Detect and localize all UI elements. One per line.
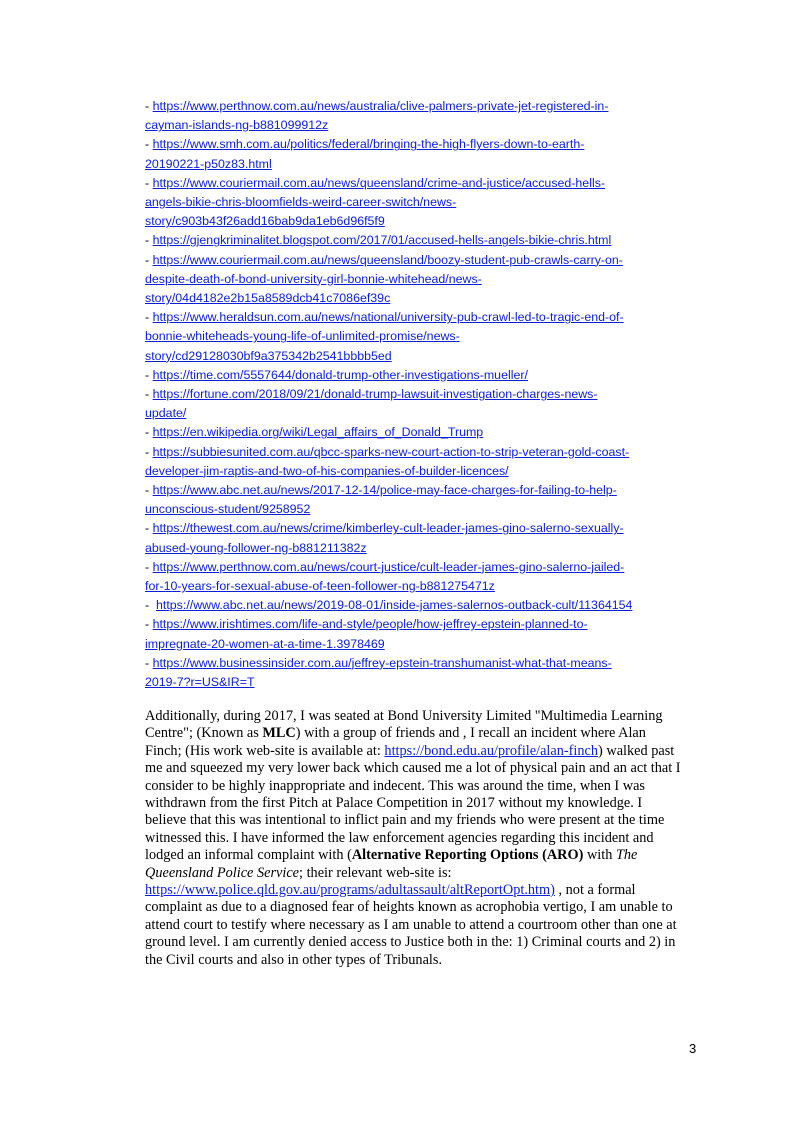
reference-link[interactable]: https://time.com/5557644/donald-trump-other-investigations-mueller/ xyxy=(152,367,528,382)
list-dash: - xyxy=(145,137,153,152)
reference-link[interactable]: https://www.couriermail.com.au/news/queensland/crime-and-justice/accused-hells- xyxy=(152,175,606,190)
alan-finch-profile-link[interactable]: https://bond.edu.au/profile/alan-finch xyxy=(384,742,599,759)
reference-link[interactable]: https://www.businessinsider.com.au/jeffrey-epstein-transhumanist-what-that-means- xyxy=(152,655,612,670)
list-dash: - xyxy=(145,598,157,613)
paragraph-line: me and squeezed my very lower back which caused me a lot of physical pain and an act that I xyxy=(145,760,681,777)
reference-link-line xyxy=(145,443,705,462)
reference-link-item xyxy=(145,231,705,250)
reference-link-line xyxy=(145,673,705,692)
list-dash: - xyxy=(145,175,153,190)
reference-link[interactable]: impregnate-20-women-at-a-time-1.3978469 xyxy=(145,636,385,651)
reference-link-line xyxy=(145,327,705,346)
paragraph-line xyxy=(145,743,705,760)
reference-link[interactable]: story/04d4182e2b15a8589dcb41c7086ef39c xyxy=(145,291,391,306)
list-dash: - xyxy=(145,655,153,670)
list-dash: - xyxy=(145,99,153,113)
reference-link-line xyxy=(145,270,705,289)
reference-link[interactable]: cayman-islands-ng-b881099912z xyxy=(145,118,329,133)
reference-link-item xyxy=(145,308,705,366)
paragraph-line xyxy=(145,865,705,882)
reference-link-item xyxy=(145,135,705,173)
reference-link-item xyxy=(145,654,705,692)
reference-link-item xyxy=(145,558,705,596)
list-dash: - xyxy=(145,425,153,440)
list-dash: - xyxy=(145,367,153,382)
reference-link-item xyxy=(145,251,705,309)
paragraph-text: Finch; (His work web-site is available at: xyxy=(145,742,385,759)
reference-link-line xyxy=(145,212,705,231)
paragraph-text: , not a formal xyxy=(554,882,636,899)
reference-link[interactable]: abused-young-follower-ng-b881211382z xyxy=(145,540,367,555)
reference-link-list xyxy=(145,97,705,692)
police-aro-link[interactable]: https://www.police.qld.gov.au/programs/adultassault/altReportOpt.htm) xyxy=(145,882,555,899)
reference-link-item xyxy=(145,385,705,423)
qps-italic-text: The xyxy=(615,847,638,864)
reference-link-line xyxy=(145,135,705,154)
reference-link-line xyxy=(145,97,705,116)
reference-link-line xyxy=(145,385,705,404)
list-dash: - xyxy=(145,387,153,402)
paragraph-line: consider to be highly inappropriate and indecent. This was around the time, when I was xyxy=(145,777,645,794)
reference-link-line xyxy=(145,654,705,673)
reference-link[interactable]: https://thewest.com.au/news/crime/kimberley-cult-leader-james-gino-salerno-sexually- xyxy=(152,521,624,536)
paragraph-text: with xyxy=(583,847,616,864)
reference-link-item xyxy=(145,615,705,653)
list-dash: - xyxy=(145,483,153,498)
reference-link[interactable]: https://gjengkriminalitet.blogspot.com/2017/01/accused-hells-angels-bikie-chris.html xyxy=(152,233,612,248)
reference-link-item xyxy=(145,174,705,232)
reference-link[interactable]: unconscious-student/9258952 xyxy=(145,502,311,517)
reference-link[interactable]: https://fortune.com/2018/09/21/donald-trump-lawsuit-investigation-charges-news- xyxy=(152,387,598,402)
reference-link[interactable]: for-10-years-for-sexual-abuse-of-teen-follower-ng-b881275471z xyxy=(145,579,495,594)
paragraph-text: ) with a group of friends and , I recall an incident where Alan xyxy=(295,725,646,742)
reference-link-line xyxy=(145,231,705,250)
reference-link-line xyxy=(145,635,705,654)
reference-link-item xyxy=(145,481,705,519)
paragraph-text: ) walked past xyxy=(598,742,675,759)
reference-link-line xyxy=(145,500,705,519)
reference-link-line xyxy=(145,174,705,193)
paragraph-line: Additionally, during 2017, I was seated at Bond University Limited "Multimedia Learning xyxy=(145,708,663,724)
paragraph-line: believe that this was intentional to inflict pain and my friends who were present at the time xyxy=(145,812,665,829)
paragraph-line: attend court to testify where necessary as I am unable to attend a courtroom other than one at xyxy=(145,916,677,933)
list-dash: - xyxy=(145,617,153,632)
reference-link-item xyxy=(145,519,705,557)
reference-link-line xyxy=(145,116,705,135)
reference-link-line xyxy=(145,366,705,385)
reference-link[interactable]: https://www.heraldsun.com.au/news/national/university-pub-crawl-led-to-tragic-end-of- xyxy=(152,310,624,325)
reference-link-line xyxy=(145,615,705,634)
incident-paragraph xyxy=(145,708,705,969)
qps-italic-text: Queensland Police Service xyxy=(145,864,300,881)
reference-link-line xyxy=(145,519,705,538)
reference-link[interactable]: 20190221-p50z83.html xyxy=(145,156,272,171)
reference-link-line xyxy=(145,347,705,366)
reference-link[interactable]: https://www.irishtimes.com/life-and-style/people/how-jeffrey-epstein-planned-to- xyxy=(152,617,588,632)
list-dash: - xyxy=(145,444,153,459)
reference-link[interactable]: https://www.smh.com.au/politics/federal/bringing-the-high-flyers-down-to-earth- xyxy=(152,137,585,152)
paragraph-text: ; their relevant web-site is: xyxy=(299,864,452,881)
reference-link-line xyxy=(145,462,705,481)
reference-link-line xyxy=(145,289,705,308)
reference-link-line xyxy=(145,155,705,174)
reference-link-line xyxy=(145,481,705,500)
list-dash: - xyxy=(145,252,153,267)
reference-link[interactable]: https://en.wikipedia.org/wiki/Legal_affairs_of_Donald_Trump xyxy=(152,425,484,440)
paragraph-line: ground level. I am currently denied access to Justice both in the: 1) Criminal courts and 2) in xyxy=(145,934,676,951)
reference-link[interactable]: https://www.abc.net.au/news/2019-08-01/inside-james-salernos-outback-cult/11364154 xyxy=(156,598,633,613)
list-dash: - xyxy=(145,559,153,574)
reference-link-item xyxy=(145,423,705,442)
reference-link-line xyxy=(145,423,705,442)
reference-link-item xyxy=(145,443,705,481)
paragraph-text: Centre"; (Known as xyxy=(145,725,263,742)
reference-link[interactable]: https://www.perthnow.com.au/news/australia/clive-palmers-private-jet-registered-in- xyxy=(152,99,609,113)
paragraph-line xyxy=(145,725,705,742)
paragraph-line: the Civil courts and also in other types of Tribunals. xyxy=(145,951,443,968)
reference-link[interactable]: update/ xyxy=(145,406,187,421)
reference-link[interactable]: story/c903b43f26add16bab9da1eb6d96f5f9 xyxy=(145,214,385,229)
reference-link-line xyxy=(145,558,705,577)
list-dash: - xyxy=(145,233,153,248)
reference-link[interactable]: https://www.couriermail.com.au/news/queensland/boozy-student-pub-crawls-carry-on- xyxy=(152,252,623,267)
reference-link[interactable]: angels-bikie-chris-bloomfields-weird-career-switch/news- xyxy=(145,195,457,210)
reference-link[interactable]: https://www.perthnow.com.au/news/court-justice/cult-leader-james-gino-salerno-jailed- xyxy=(152,559,625,574)
reference-link-line xyxy=(145,404,705,423)
reference-link[interactable]: bonnie-whiteheads-young-life-of-unlimited-promise/news- xyxy=(145,329,460,344)
list-dash: - xyxy=(145,521,153,536)
paragraph-line: complaint as due to a diagnosed fear of heights known as acrophobia vertigo, I am unable to xyxy=(145,899,673,916)
paragraph-line: withdrawn from the first Pitch at Palace Competition in 2017 without my knowledge. I xyxy=(145,795,643,812)
reference-link-line xyxy=(145,251,705,270)
paragraph-text: lodged an informal complaint with ( xyxy=(145,847,352,864)
reference-link-line xyxy=(145,308,705,327)
reference-link-line xyxy=(145,577,705,596)
list-dash: - xyxy=(145,310,153,325)
paragraph-line: witnessed this. I have informed the law enforcement agencies regarding this incident and xyxy=(145,829,654,846)
reference-link-line xyxy=(145,193,705,212)
reference-link-item xyxy=(145,97,705,135)
reference-link[interactable]: https://subbiesunited.com.au/qbcc-sparks-new-court-action-to-strip-veteran-gold-coast- xyxy=(152,444,630,459)
reference-link[interactable]: https://www.abc.net.au/news/2017-12-14/police-may-face-charges-for-failing-to-help- xyxy=(152,483,617,498)
page-number: 3 xyxy=(689,1041,697,1056)
reference-link-line xyxy=(145,596,705,615)
mlc-abbreviation: MLC xyxy=(262,725,296,742)
reference-link[interactable]: 2019-7?r=US&IR=T xyxy=(145,675,255,690)
reference-link[interactable]: developer-jim-raptis-and-two-of-his-companies-of-builder-licences/ xyxy=(145,463,509,478)
reference-link[interactable]: story/cd29128030bf9a375342b2541bbbb5ed xyxy=(145,348,392,363)
paragraph-line xyxy=(145,882,705,899)
paragraph-line xyxy=(145,847,705,864)
reference-link-item xyxy=(145,366,705,385)
aro-bold-text: Alternative Reporting Options (ARO) xyxy=(351,847,584,864)
reference-link-line xyxy=(145,539,705,558)
reference-link-item xyxy=(145,596,705,615)
reference-link[interactable]: despite-death-of-bond-university-girl-bonnie-whitehead/news- xyxy=(145,271,482,286)
